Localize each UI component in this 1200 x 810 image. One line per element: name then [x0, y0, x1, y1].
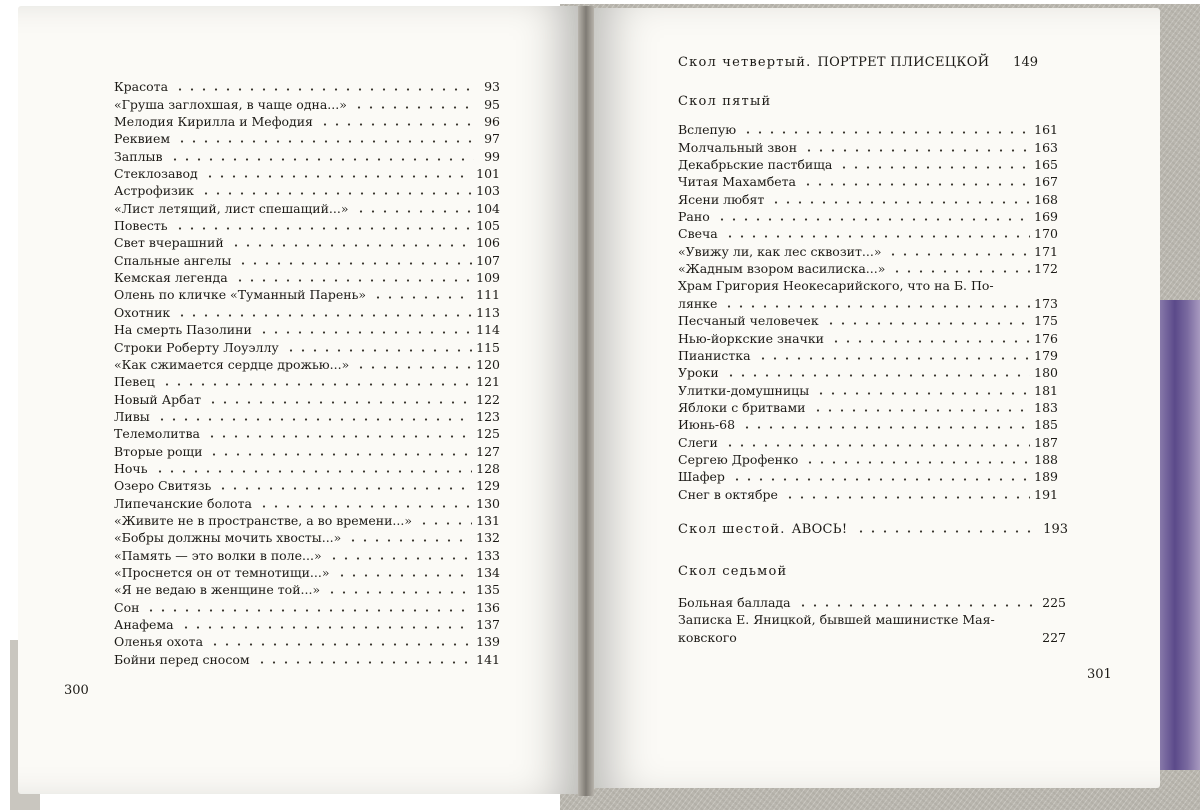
entry-title: Слеги	[678, 434, 718, 450]
dot-leader	[180, 626, 473, 629]
dot-leader	[804, 461, 1030, 464]
entry-title: Пианистка	[678, 348, 751, 364]
left-toc-list	[114, 78, 500, 668]
entry-title: Ясени любят	[678, 191, 765, 207]
list-item	[678, 277, 1058, 294]
entry-title: Строки Роберту Лоуэллу	[114, 339, 279, 355]
list-item	[114, 78, 500, 95]
entry-title: Заплыв	[114, 148, 163, 164]
entry-page: 97	[484, 131, 500, 147]
section-6-page: 193	[1043, 522, 1068, 537]
list-item	[678, 173, 1058, 190]
section-6-label: Скол шестой.	[678, 522, 786, 537]
list-item	[678, 347, 1058, 364]
book-gutter	[578, 6, 594, 796]
list-item	[114, 338, 500, 355]
dot-leader	[204, 175, 472, 178]
entry-page: 109	[476, 270, 500, 286]
entry-page: 176	[1034, 330, 1058, 346]
dot-leader	[815, 392, 1030, 395]
dot-leader	[418, 522, 472, 525]
list-item	[678, 468, 1058, 485]
list-item	[678, 329, 1058, 346]
dot-leader	[770, 201, 1030, 204]
dot-leader	[326, 591, 472, 594]
page-number-left: 300	[64, 683, 89, 698]
list-item	[114, 269, 500, 286]
entry-page: 172	[1034, 261, 1058, 277]
list-item	[678, 433, 1058, 450]
list-item	[114, 494, 500, 511]
entry-page: 96	[484, 114, 500, 130]
entry-title: Декабрьские пастбища	[678, 157, 833, 173]
list-item	[114, 581, 500, 598]
entry-title: Нью-йоркские значки	[678, 330, 825, 346]
list-item	[114, 165, 500, 182]
dot-leader	[731, 478, 1030, 481]
list-item	[114, 616, 500, 633]
entry-page: 93	[484, 79, 500, 95]
entry-page: 167	[1034, 174, 1058, 190]
entry-title: Красота	[114, 79, 169, 95]
entry-page: 173	[1034, 295, 1058, 311]
entry-page: 111	[476, 287, 500, 303]
entry-title: Олень по кличке «Туманный Парень»	[114, 287, 367, 303]
entry-page: 181	[1034, 382, 1058, 398]
section-6-title: АВОСЬ!	[791, 522, 848, 537]
entry-title: Кемская легенда	[114, 270, 228, 286]
dot-leader	[156, 418, 472, 421]
entry-page: 168	[1034, 191, 1058, 207]
list-item	[114, 598, 500, 615]
section-4-page: 149	[1013, 55, 1038, 70]
entry-title: Озеро Свитязь	[114, 478, 212, 494]
entry-title: Свет вчерашний	[114, 235, 224, 251]
section-4-title: ПОРТРЕТ ПЛИСЕЦКОЙ	[817, 55, 990, 70]
entry-title: Июнь-68	[678, 417, 736, 433]
entry-title: «Увижу ли, как лес сквозит...»	[678, 243, 882, 259]
entry-title: «Бобры должны мочить хвосты...»	[114, 530, 342, 546]
dot-leader	[285, 349, 472, 352]
list-item	[114, 321, 500, 338]
entry-page: 120	[476, 356, 500, 372]
entry-title: «Я не ведаю в женщине той...»	[114, 582, 321, 598]
entry-title: Анафема	[114, 617, 174, 632]
entry-title: Охотник	[114, 304, 171, 320]
entry-page: 134	[476, 564, 500, 580]
entry-title: «Лист летящий, лист спешащий...»	[114, 200, 349, 216]
entry-page: 103	[476, 183, 500, 199]
list-item	[114, 113, 500, 130]
dot-leader	[209, 643, 472, 646]
dot-leader	[174, 88, 474, 91]
list-item	[114, 633, 500, 650]
dot-leader	[176, 314, 472, 317]
list-item	[678, 399, 1058, 416]
entry-page: 170	[1034, 226, 1058, 242]
entry-page: 105	[476, 218, 500, 234]
list-item	[114, 650, 500, 667]
dot-leader	[256, 661, 473, 664]
entry-page: 113	[476, 304, 500, 320]
list-item	[114, 425, 500, 442]
entry-title: «Живите не в пространстве, а во времени...»	[114, 512, 412, 528]
list-item	[678, 381, 1058, 398]
dot-leader	[319, 123, 474, 126]
entry-title-line2: ковского	[678, 629, 737, 645]
entry-title: Яблоки с бритвами	[678, 400, 806, 416]
section-4-heading	[678, 55, 1038, 70]
dot-leader	[803, 149, 1030, 152]
section-7-heading: Скол седьмой	[678, 564, 788, 579]
entry-page: 135	[476, 582, 500, 598]
list-item	[114, 546, 500, 563]
entry-title: Вслепую	[678, 122, 737, 138]
entry-page: 163	[1034, 139, 1058, 155]
dot-leader	[145, 609, 472, 612]
entry-page: 115	[476, 339, 500, 355]
entry-page: 183	[1034, 400, 1058, 416]
entry-title: Рано	[678, 209, 710, 225]
entry-page: 130	[476, 495, 500, 511]
entry-title-line2: лянке	[678, 295, 718, 311]
entry-title: «Память — это волки в поле...»	[114, 547, 322, 563]
letter-entry	[678, 611, 1066, 646]
dot-leader	[797, 604, 1039, 607]
dot-leader	[355, 210, 473, 213]
dot-leader	[161, 383, 472, 386]
entry-title: Шафер	[678, 469, 725, 485]
section-5-heading: Скол пятый	[678, 94, 772, 109]
list-item	[678, 294, 1058, 311]
entry-page: 133	[476, 547, 500, 563]
dot-leader	[258, 331, 472, 334]
entry-title-line1: Храм Григория Неокесарийского, что на Б. По-	[678, 278, 994, 294]
entry-title: Мелодия Кирилла и Мефодия	[114, 114, 313, 130]
list-item	[114, 442, 500, 459]
entry-page: 187	[1034, 434, 1058, 450]
dot-leader	[838, 166, 1030, 169]
entry-title: Ночь	[114, 460, 148, 476]
entry-title: Читая Махамбета	[678, 174, 796, 190]
entry-page: 125	[476, 426, 500, 442]
list-item	[114, 147, 500, 164]
entry-page: 180	[1034, 365, 1058, 381]
entry-page: 225	[1042, 595, 1066, 611]
section-7-toc-list	[678, 594, 1066, 611]
list-item	[114, 217, 500, 234]
list-item	[114, 460, 500, 477]
list-item	[114, 199, 500, 216]
entry-page: 185	[1034, 417, 1058, 433]
list-item	[678, 208, 1058, 225]
entry-page: 188	[1034, 452, 1058, 468]
entry-page: 106	[476, 235, 500, 251]
entry-page: 137	[476, 617, 500, 632]
page-number-right: 301	[1087, 667, 1112, 682]
dot-leader	[784, 496, 1030, 499]
dot-leader	[237, 262, 472, 265]
section-6-heading	[678, 522, 1068, 537]
list-item	[114, 564, 500, 581]
entry-title: Стеклозавод	[114, 166, 198, 182]
entry-page: 128	[476, 460, 500, 476]
list-item	[678, 451, 1058, 468]
entry-page: 165	[1034, 157, 1058, 173]
list-item	[114, 390, 500, 407]
entry-page: 161	[1034, 122, 1058, 138]
entry-title: Сон	[114, 599, 140, 615]
entry-page: 95	[484, 96, 500, 112]
entry-page: 107	[476, 252, 500, 268]
entry-title: Оленья охота	[114, 634, 204, 650]
dot-leader	[724, 235, 1030, 238]
dot-leader	[723, 305, 1030, 308]
entry-page: 127	[476, 443, 500, 459]
entry-title: Ливы	[114, 408, 150, 424]
list-item	[678, 594, 1066, 611]
entry-title: Больная баллада	[678, 595, 791, 611]
list-item	[114, 234, 500, 251]
entry-page: 169	[1034, 209, 1058, 225]
list-item	[678, 260, 1058, 277]
entry-page: 191	[1034, 486, 1058, 502]
entry-title: Повесть	[114, 218, 168, 234]
list-item	[114, 408, 500, 425]
entry-title: Реквием	[114, 131, 171, 147]
entry-page: 129	[476, 478, 500, 494]
dot-leader	[154, 470, 473, 473]
dot-leader	[208, 453, 472, 456]
dot-leader	[891, 270, 1030, 273]
list-item	[114, 95, 500, 112]
entry-page: 123	[476, 408, 500, 424]
list-item	[114, 529, 500, 546]
dot-leader	[887, 253, 1030, 256]
entry-page: 121	[476, 374, 500, 390]
list-item	[678, 121, 1058, 138]
dot-leader	[206, 435, 472, 438]
list-item	[114, 286, 500, 303]
entry-page: 131	[476, 512, 500, 528]
entry-title: «Жадным взором василиска...»	[678, 261, 886, 277]
list-item	[678, 485, 1058, 502]
list-item	[114, 373, 500, 390]
entry-title: Уроки	[678, 365, 719, 381]
list-item	[678, 242, 1058, 259]
dot-leader	[200, 192, 472, 195]
dot-leader	[328, 557, 473, 560]
entry-title: Молчальный звон	[678, 139, 798, 155]
entry-title: Сергею Дрофенко	[678, 452, 799, 468]
list-item	[678, 156, 1058, 173]
dot-leader	[347, 539, 472, 542]
dot-leader	[169, 158, 475, 161]
entry-page: 189	[1034, 469, 1058, 485]
entry-title: Бойни перед сносом	[114, 651, 250, 667]
entry-title: «Груша заглохшая, в чаще одна...»	[114, 96, 347, 112]
entry-page: 141	[476, 651, 500, 667]
cover-edge-purple	[1158, 300, 1200, 770]
list-item	[114, 512, 500, 529]
dot-leader	[802, 183, 1030, 186]
dot-leader	[812, 409, 1031, 412]
entry-title: Спальные ангелы	[114, 252, 232, 268]
entry-title: Песчаный человечек	[678, 313, 819, 329]
list-item	[678, 312, 1058, 329]
entry-page: 175	[1034, 313, 1058, 329]
entry-title: Вторые рощи	[114, 443, 203, 459]
dot-leader	[174, 227, 473, 230]
entry-page: 179	[1034, 348, 1058, 364]
entry-title: Улитки-домушницы	[678, 382, 810, 398]
dot-leader	[725, 374, 1030, 377]
entry-title: Певец	[114, 374, 155, 390]
list-item	[114, 130, 500, 147]
dot-leader	[741, 426, 1030, 429]
list-item	[114, 303, 500, 320]
dot-leader	[742, 131, 1030, 134]
entry-title: Новый Арбат	[114, 391, 202, 407]
dot-leader	[757, 357, 1031, 360]
dot-leader	[234, 279, 472, 282]
section-5-toc-list	[678, 121, 1058, 277]
entry-title: Свеча	[678, 226, 718, 242]
list-item	[678, 364, 1058, 381]
list-item	[114, 251, 500, 268]
dot-leader	[716, 218, 1030, 221]
entry-page: 136	[476, 599, 500, 615]
entry-title: Телемолитва	[114, 426, 200, 442]
dot-leader	[207, 401, 472, 404]
entry-title: «Проснется он от темнотищи...»	[114, 564, 330, 580]
list-item	[678, 225, 1058, 242]
entry-page: 104	[476, 200, 500, 216]
entry-title: На смерть Пазолини	[114, 322, 252, 338]
list-item	[114, 356, 500, 373]
dot-leader	[724, 444, 1030, 447]
entry-page: 101	[476, 166, 500, 182]
entry-page: 132	[476, 530, 500, 546]
dot-leader	[258, 505, 472, 508]
entry-title: Липечанские болота	[114, 495, 252, 511]
dot-leader	[336, 574, 473, 577]
list-item	[678, 138, 1058, 155]
list-item	[678, 611, 1066, 628]
entry-title: Снег в октябре	[678, 486, 778, 502]
entry-page: 139	[476, 634, 500, 650]
temple-entry	[678, 277, 1058, 312]
dot-leader	[217, 487, 472, 490]
dot-leader	[176, 140, 474, 143]
list-item	[114, 182, 500, 199]
entry-title: «Как сжимается сердце дрожью...»	[114, 356, 350, 372]
dot-leader	[353, 106, 474, 109]
entry-page: 171	[1034, 243, 1058, 259]
dot-leader	[825, 322, 1031, 325]
list-item	[678, 416, 1058, 433]
list-item	[114, 477, 500, 494]
entry-page: 114	[476, 322, 500, 338]
dot-leader	[830, 340, 1030, 343]
entry-page: 122	[476, 391, 500, 407]
entry-title-line1: Записка Е. Яницкой, бывшей машинистке Мая-	[678, 612, 995, 628]
dot-leader	[372, 296, 472, 299]
section-5-toc-list-b	[678, 312, 1058, 503]
list-item	[678, 190, 1058, 207]
section-4-label: Скол четвертый.	[678, 55, 812, 70]
entry-page: 99	[484, 148, 500, 164]
dot-leader	[355, 366, 472, 369]
entry-page: 227	[1042, 629, 1066, 645]
entry-title: Астрофизик	[114, 183, 194, 199]
list-item	[678, 628, 1066, 645]
dot-leader	[855, 530, 1037, 533]
dot-leader	[230, 244, 472, 247]
